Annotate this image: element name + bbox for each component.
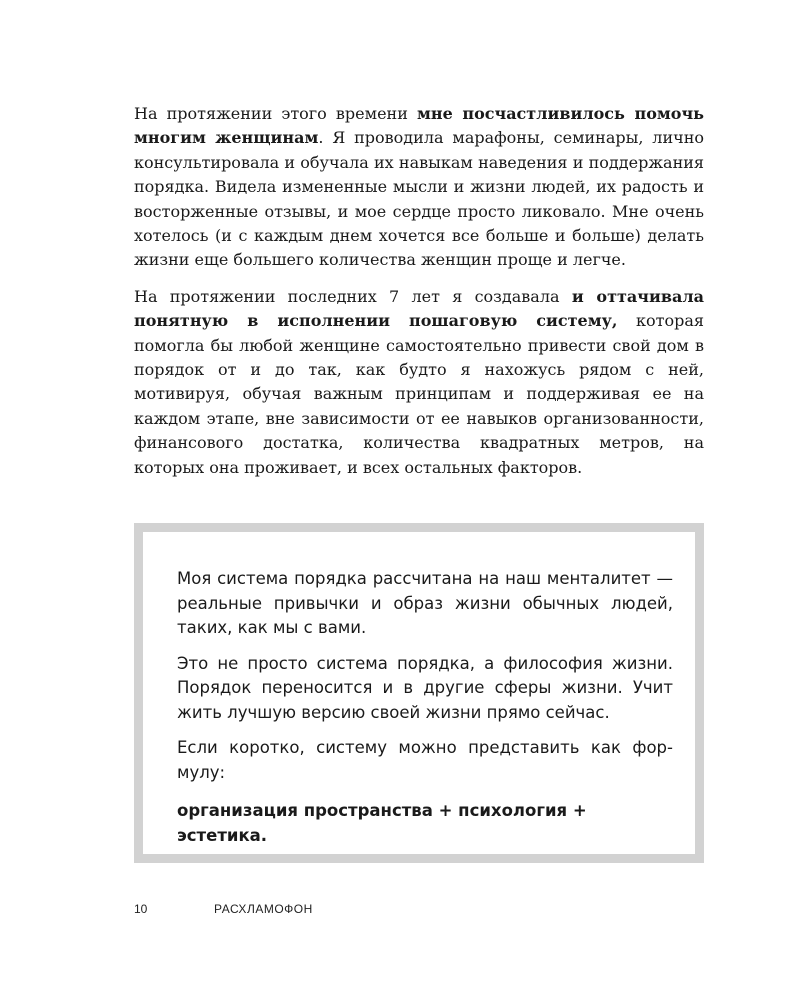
paragraph-2-text-b: которая помогла бы любой женщине самостоятельно привести свой дом в порядок от и до так, как будто я нахожусь рядом с ней, мотивируя, обучая важным принципам и поддерживая ее на каждом этапе, вне зависимости от ее навыков организованности, финансового достатка, количества квадратных метров, на которых она проживает, и всех остальных факторов. [134,311,705,477]
body-text [134,102,704,492]
callout-paragraph-1: Моя система порядка рассчитана на наш менталитет — реальные привычки и образ жизни обычных людей, таких, как мы с вами. [177,569,673,637]
callout-paragraph-2: Это не просто система порядка, а философия жизни. Порядок переносится и в другие сферы жизни. Учит жить лучшую версию своей жизни прямо сейчас. [177,653,673,722]
page-footer [134,902,434,920]
paragraph-1-text-b: . Я проводила марафоны, семинары, лично консультировала и обучала их навыкам наведения и поддержания порядка. Видела измененные мысли и жизни людей, их радость и восторженные отзывы, и мое сердце просто ликовало. Мне очень хотелось (и с каждым днем хочется все больше и больше) делать жизни еще большего количества женщин проще и легче. [134,128,705,270]
paragraph-1-text-a: На протяжении этого времени [134,104,417,123]
paragraph-1-emphasis: мне посчастливилось помочь многим женщинам [134,104,705,148]
callout-paragraph-3: Если коротко, систему можно представить как формулу: [177,738,673,782]
callout-content [177,567,673,859]
callout-formula: организация пространства + психология + эстетика. [177,801,587,845]
callout-box [134,523,704,863]
page-number: 10 [134,902,148,916]
paragraph-2 [134,285,704,480]
paragraph-2-emphasis: и оттачивала понятную в исполнении пошаговую систему, [134,286,705,331]
running-title: РАСХЛАМОФОН [214,902,313,916]
paragraph-2-text-a: На протяжении последних 7 лет я создавала [134,286,572,306]
paragraph-1 [134,102,704,273]
